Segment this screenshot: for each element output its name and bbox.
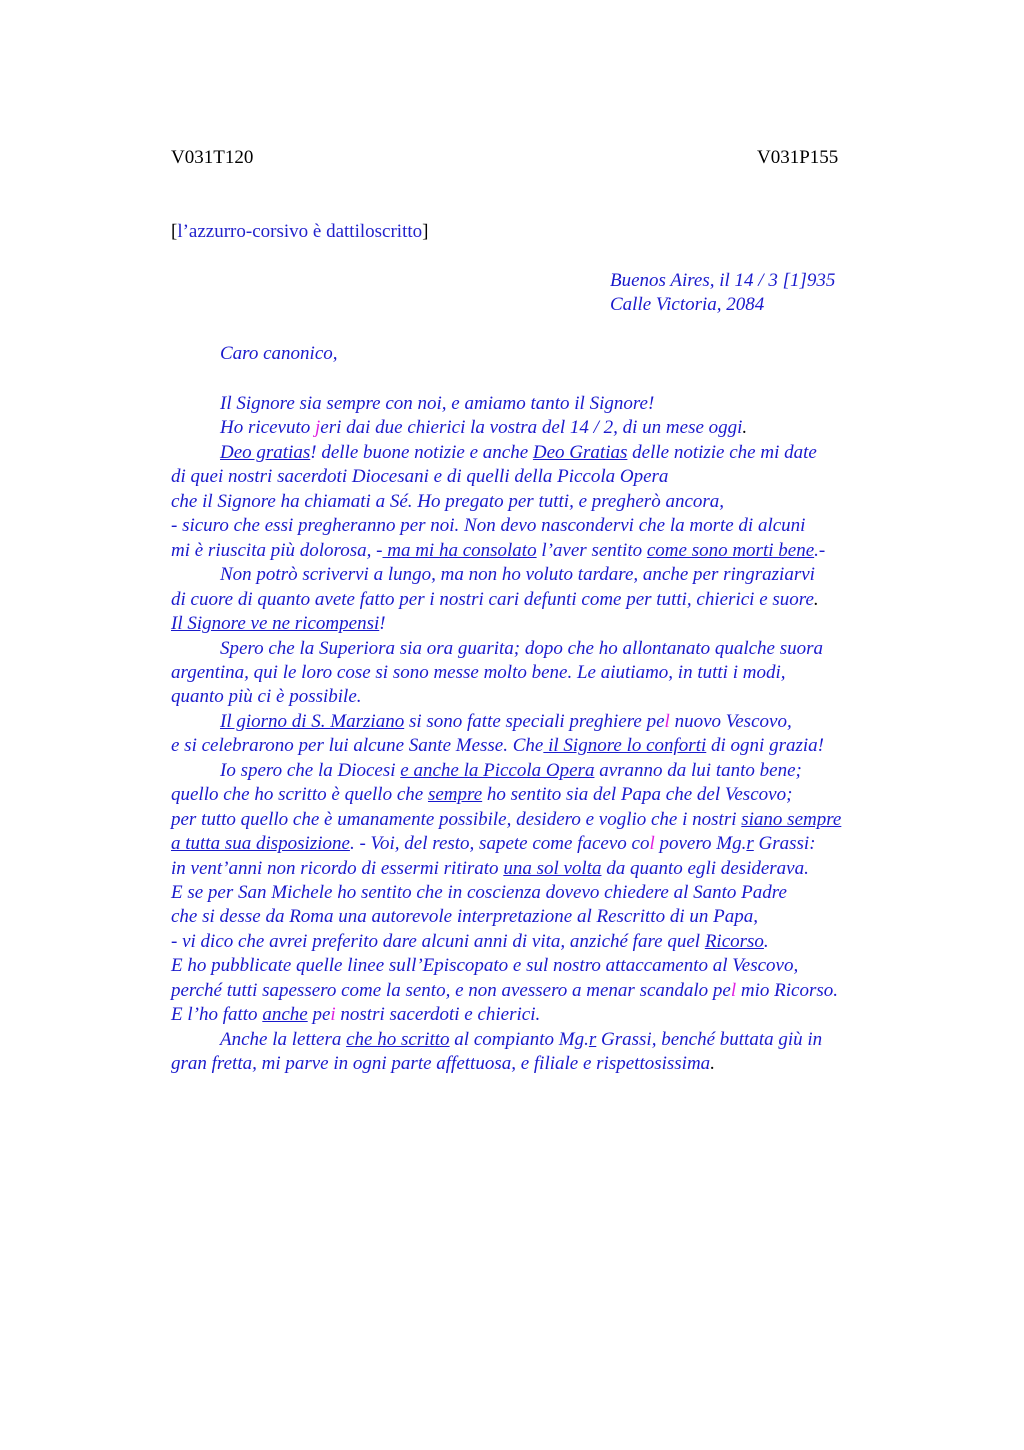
letter-text: - sicuro che essi pregheranno per noi. Non devo nascondervi che la morte di alcuni: [171, 515, 806, 537]
letter-text: Non potrò scrivervi a lungo, ma non ho voluto tardare, anche per ringraziarvi: [220, 564, 815, 586]
letter-line: [171, 465, 668, 489]
letter-text: Grassi, benché buttata giù in: [596, 1028, 823, 1050]
letter-text: di cuore di quanto avete fatto per i nostri cari defunti come per tutti, chierici e suore: [171, 588, 814, 610]
letter-line: [171, 490, 724, 514]
letter-line: [171, 979, 838, 1003]
letter-text: al compianto Mg.: [449, 1028, 589, 1050]
letter-line: [171, 783, 792, 807]
letter-text: nostri sacerdoti e chierici.: [335, 1004, 541, 1026]
salutation: Caro canonico,: [220, 343, 338, 364]
underlined-text: a tutta sua disposizione: [171, 833, 350, 855]
letter-line: [171, 832, 816, 856]
letter-text: avranno da lui tanto bene;: [594, 759, 802, 781]
letter-text: .-: [814, 539, 826, 561]
place-date: Buenos Aires, il 14 / 3 [1]935: [610, 270, 836, 291]
letter-text: l’aver sentito: [536, 539, 647, 561]
underlined-text: Il giorno di S. Marziano: [220, 710, 405, 732]
underlined-text: una sol volta: [503, 857, 602, 879]
letter-line: [171, 539, 825, 563]
letter-text: Anche la lettera: [220, 1028, 347, 1050]
letter-text: mi è riuscita più dolorosa, -: [171, 539, 383, 561]
letter-line: [220, 563, 815, 587]
note-close-bracket: ]: [422, 221, 429, 242]
handwritten-correction: l: [649, 833, 655, 855]
underlined-text: Deo Gratias: [532, 441, 628, 463]
letter-text: perché tutti sapessero come la sento, e non avessero a menar scandalo pe: [171, 979, 731, 1001]
letter-text: E ho pubblicate quelle linee sull’Episcopato e sul nostro attaccamento al Vescovo,: [171, 955, 799, 977]
letter-line: [171, 514, 805, 538]
letter-line: [220, 1028, 822, 1052]
letter-line: [171, 881, 787, 905]
letter-text: da quanto egli desiderava.: [601, 857, 809, 879]
letter-line: [171, 954, 798, 978]
transcription-note: [171, 221, 428, 243]
letter-text: si sono fatte speciali preghiere pe: [404, 710, 665, 732]
letter-line: [220, 710, 792, 734]
letter-text: quanto più ci è possibile.: [171, 686, 362, 708]
underlined-text: Deo gratias: [220, 441, 311, 463]
letter-text: che il Signore ha chiamati a Sé. Ho pregato per tutti, e pregherò ancora,: [171, 490, 725, 512]
letter-text: e si celebrarono per lui alcune Sante Messe. Che: [171, 735, 544, 757]
underlined-text: ma mi ha consolato: [382, 539, 537, 561]
letter-text: !: [379, 613, 386, 635]
note-open-bracket: [: [171, 221, 178, 242]
letter-line: [171, 661, 785, 685]
underlined-text: siano sempre: [741, 808, 842, 830]
letter-text: E l’ho fatto: [171, 1004, 263, 1026]
letter-text: .: [742, 417, 748, 439]
letter-text: che si desse da Roma una autorevole interpretazione al Rescritto di un Papa,: [171, 906, 758, 928]
letter-text: - vi dico che avrei preferito dare alcuni anni di vita, anziché fare quel: [171, 930, 705, 952]
underlined-text: Il Signore ve ne ricompensi: [171, 613, 380, 635]
letter-text: pe: [307, 1004, 331, 1026]
handwritten-correction: j: [314, 417, 321, 439]
letter-text: povero Mg.: [654, 833, 747, 855]
letter-line: [171, 905, 758, 929]
letter-text: quello che ho scritto è quello che: [171, 784, 428, 806]
handwritten-correction: l: [664, 710, 670, 732]
letter-text: Ho ricevuto: [220, 417, 315, 439]
letter-text: Spero che la Superiora sia ora guarita; dopo che ho allontanato qualche suora: [220, 637, 824, 659]
address: Calle Victoria, 2084: [610, 294, 765, 315]
letter-line: [220, 416, 747, 440]
letter-text: .: [763, 930, 769, 952]
note-text: l’azzurro-corsivo è dattiloscritto: [177, 221, 423, 242]
letter-text: argentina, qui le loro cose si sono messe molto bene. Le aiutiamo, in tutti i modi,: [171, 661, 786, 683]
underlined-text: r: [588, 1028, 597, 1050]
underlined-text: come sono morti bene: [646, 539, 815, 561]
underlined-text: sempre: [427, 784, 483, 806]
underlined-text: anche: [262, 1004, 308, 1026]
letter-text: Io spero che la Diocesi: [220, 759, 401, 781]
letter-text: . - Voi, del resto, sapete come facevo co: [349, 833, 650, 855]
letter-line: [171, 1003, 540, 1027]
letter-text: mio Ricorso.: [736, 979, 839, 1001]
document-ref-left: V031T120: [171, 147, 254, 168]
letter-text: Il Signore sia sempre con noi, e amiamo tanto il Signore!: [220, 393, 655, 414]
letter-line: [171, 612, 386, 636]
letter-line: [220, 759, 802, 783]
letter-line: [220, 441, 817, 465]
letter-line: [171, 1052, 715, 1076]
letter-text: in vent’anni non ricordo di essermi ritirato: [171, 857, 504, 879]
letter-line: [171, 685, 362, 709]
letter-line: [171, 930, 769, 954]
letter-text: di ogni grazia!: [706, 735, 824, 757]
underlined-text: e anche la Piccola Opera: [400, 759, 595, 781]
letter-line: [220, 392, 654, 416]
letter-text: ! delle buone notizie e anche: [310, 441, 533, 463]
handwritten-correction: i: [330, 1004, 336, 1026]
letter-line: [171, 734, 824, 758]
handwritten-correction: l: [730, 979, 737, 1001]
underlined-text: r: [746, 833, 754, 855]
underlined-text: Ricorso: [704, 930, 764, 952]
letter-text: E se per San Michele ho sentito che in coscienza dovevo chiedere al Santo Padre: [171, 882, 787, 903]
letter-text: delle notizie che mi date: [627, 441, 817, 463]
letter-text: di quei nostri sacerdoti Diocesani e di quelli della Piccola Opera: [171, 466, 669, 488]
letter-text: ho sentito sia del Papa che del Vescovo;: [482, 784, 793, 806]
underlined-text: il Signore lo conforti: [543, 735, 707, 757]
letter-line: [220, 637, 823, 661]
letter-line: [171, 857, 809, 881]
letter-line: [171, 588, 819, 612]
document-ref-right: V031P155: [757, 147, 839, 168]
letter-text: nuovo Vescovo,: [669, 710, 792, 732]
letter-line: [171, 808, 841, 832]
letter-text: eri dai due chierici la vostra del 14 / 2, di un mese oggi: [320, 417, 743, 439]
letter-text: .: [710, 1053, 715, 1075]
letter-text: Grassi:: [753, 833, 816, 855]
letter-text: per tutto quello che è umanamente possibile, desidero e voglio che i nostri: [171, 808, 742, 830]
letter-text: .: [813, 588, 819, 610]
letter-text: gran fretta, mi parve in ogni parte affettuosa, e filiale e rispettosissima: [171, 1053, 711, 1075]
underlined-text: che ho scritto: [346, 1028, 450, 1050]
